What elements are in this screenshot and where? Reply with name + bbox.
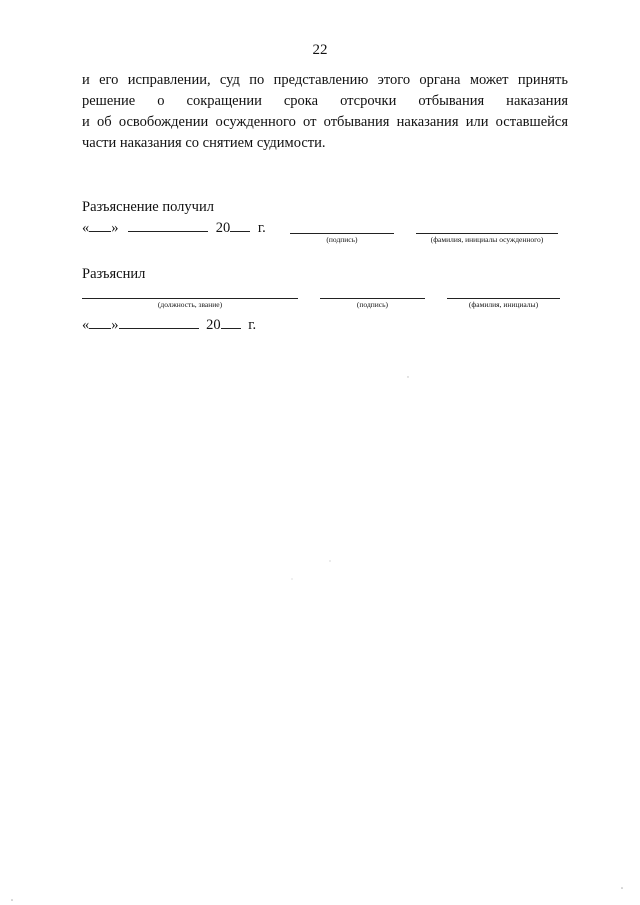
quote-close: » — [111, 317, 119, 333]
year-suffix: г. — [257, 220, 266, 236]
quote-open: « — [82, 220, 90, 236]
explained-name-caption: (фамилия, инициалы) — [468, 300, 539, 309]
year-prefix: 20 — [215, 220, 231, 236]
year-prefix: 20 — [206, 317, 221, 333]
paragraph-line-2: решение о сокращении срока отсрочки отбывания наказания — [82, 93, 568, 109]
paragraph-line-4: части наказания со снятием судимости. — [82, 135, 326, 151]
quote-close: » — [111, 220, 119, 236]
explained-position-caption: (должность, звание) — [157, 300, 223, 309]
paragraph-line-1: и его исправлении, суд по представлению этого органа может принять — [82, 72, 568, 88]
explained-signature-caption: (подпись) — [356, 300, 389, 309]
paragraph-line-3: и об освобождении осужденного от отбывания наказания или оставшейся — [82, 114, 568, 130]
received-heading: Разъяснение получил — [82, 199, 214, 215]
received-signature-caption: (подпись) — [326, 235, 358, 244]
received-name-caption: (фамилия, инициалы осужденного) — [430, 235, 544, 244]
quote-open: « — [82, 317, 90, 333]
page-number: 22 — [312, 42, 328, 58]
year-suffix: г. — [248, 317, 257, 333]
explained-heading: Разъяснил — [82, 266, 146, 282]
